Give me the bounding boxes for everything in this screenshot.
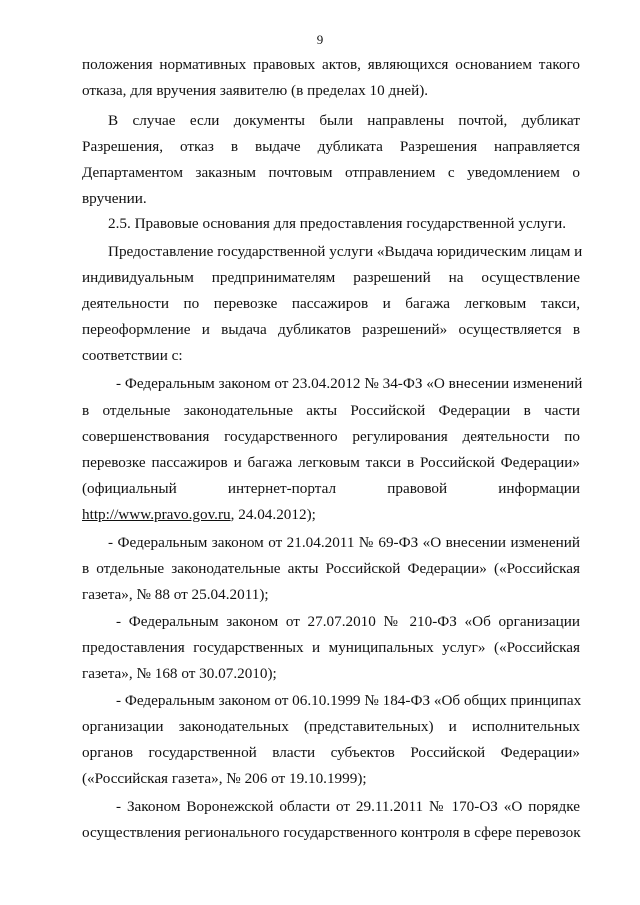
text-line: положения нормативных правовых актов, являющихся основанием такого <box>82 56 580 73</box>
text-line: отказа, для вручения заявителю (в пределах 10 дней). <box>82 82 429 99</box>
text-line: Разрешения, отказ в выдаче дубликата Разрешения направляется <box>82 138 580 155</box>
text-line: в отдельные законодательные акты Российской Федерации в части <box>82 402 580 419</box>
text-line: индивидуальным предпринимателям разрешений на осуществление <box>82 269 580 286</box>
text-line: совершенствования государственного регулирования деятельности по <box>82 428 580 445</box>
text-line: органов государственной власти субъектов Российской Федерации» <box>82 744 580 761</box>
text-line: осуществления регионального государственного контроля в сфере перевозок <box>82 824 581 841</box>
text-line: деятельности по перевозке пассажиров и багажа легковым такси, <box>82 295 580 312</box>
text-line: (официальный интернет-портал правовой информации <box>82 480 580 497</box>
text-line: организации законодательных (представительных) и исполнительных <box>82 718 580 735</box>
text-line: Предоставление государственной услуги «Выдача юридическим лицам и <box>108 243 583 260</box>
text-line: в отдельные законодательные акты Российской Федерации» («Российская <box>82 560 580 577</box>
list-item-line: - Федеральным законом от 21.04.2011 № 69-ФЗ «О внесении изменений <box>108 534 580 551</box>
text-line: газета», № 88 от 25.04.2011); <box>82 586 269 603</box>
pravo-gov-link[interactable]: http://www.pravo.gov.ru <box>82 506 231 523</box>
text-fragment: , 24.04.2012); <box>230 506 316 523</box>
text-line <box>82 505 580 525</box>
text-line: В случае если документы были направлены почтой, дубликат <box>108 112 580 129</box>
text-line: Департаментом заказным почтовым отправлением с уведомлением о <box>82 164 580 181</box>
list-item-line: - Федеральным законом от 06.10.1999 № 184-ФЗ «Об общих принципах <box>116 692 582 709</box>
text-line: вручении. <box>82 190 147 207</box>
list-item-line: - Федеральным законом от 23.04.2012 № 34-ФЗ «О внесении изменений <box>116 375 583 392</box>
text-line: переоформление и выдача дубликатов разрешений» осуществляется в <box>82 321 580 338</box>
section-heading: 2.5. Правовые основания для предоставления государственной услуги. <box>108 215 567 232</box>
text-line: соответствии с: <box>82 347 183 364</box>
text-line: («Российская газета», № 206 от 19.10.1999); <box>82 770 367 787</box>
text-line: газета», № 168 от 30.07.2010); <box>82 665 277 682</box>
page-number: 9 <box>316 32 324 47</box>
list-item-line: - Законом Воронежской области от 29.11.2011 № 170-ОЗ «О порядке <box>116 798 580 815</box>
text-line: предоставления государственных и муниципальных услуг» («Российская <box>82 639 580 656</box>
list-item-line: - Федеральным законом от 27.07.2010 № 210-ФЗ «Об организации <box>116 613 580 630</box>
text-line: перевозке пассажиров и багажа легковым такси в Российской Федерации» <box>82 454 580 471</box>
